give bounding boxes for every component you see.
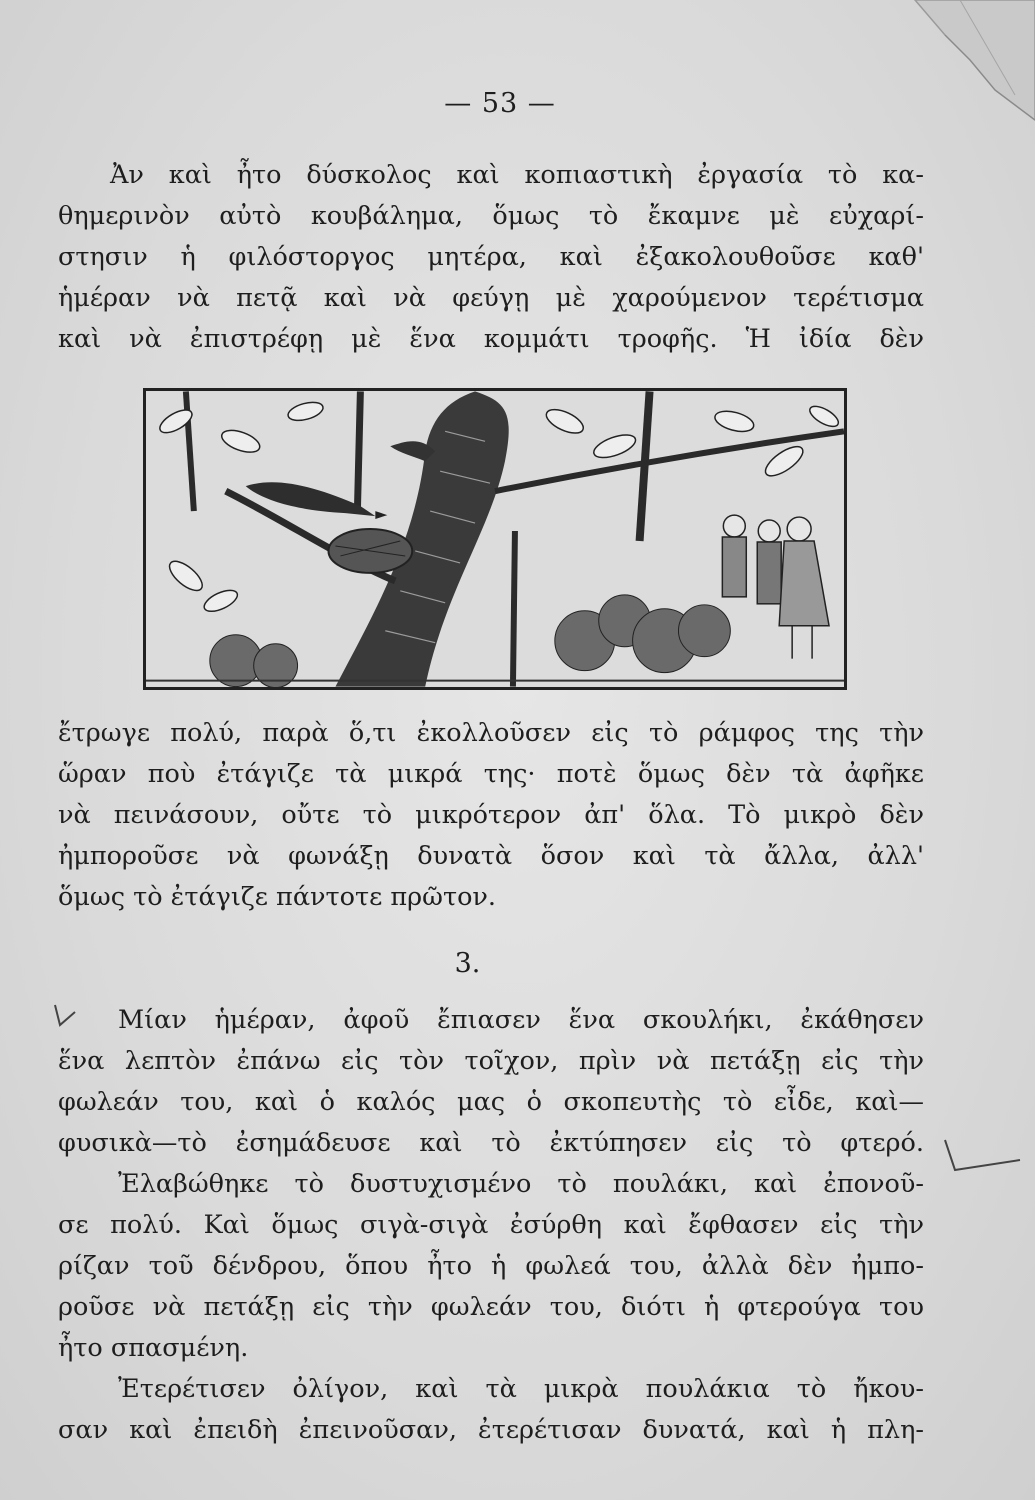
text-line: φωλεάν του, καὶ ὁ καλός μας ὁ σκοπευτὴς τὸ εἶδε, καὶ—	[58, 1087, 924, 1117]
pencil-check-mark-icon	[50, 1000, 80, 1030]
paragraph-1	[58, 155, 924, 360]
text-line: σαν καὶ ἐπειδὴ ἐπεινοῦσαν, ἐτερέτισαν δυνατά, καὶ ἡ πλη-	[58, 1415, 924, 1445]
text-line: ἔτρωγε πολύ, παρὰ ὅ,τι ἐκολλοῦσεν εἰς τὸ ράμφος της τὴν	[58, 718, 924, 748]
section-number: 3.	[454, 948, 481, 979]
engraving-illustration	[143, 388, 847, 690]
text-line: φυσικὰ—τὸ ἐσημάδευσε καὶ τὸ ἐκτύπησεν εἰς τὸ φτερό.	[58, 1128, 924, 1158]
text-line: σε πολύ. Καὶ ὅμως σιγὰ-σιγὰ ἐσύρθη καὶ ἔφθασεν εἰς τὴν	[58, 1210, 924, 1240]
text-line: ἦτο σπασμένη.	[58, 1333, 249, 1363]
text-line: ἕνα λεπτὸν ἐπάνω εἰς τὸν τοῖχον, πρὶν νὰ πετάξῃ εἰς τὴν	[58, 1046, 924, 1076]
text-line: στησιν ἡ φιλόστοργος μητέρα, καὶ ἐξακολουθοῦσε καθ'	[58, 242, 924, 272]
paragraph-2	[58, 713, 924, 918]
page-number: — 53 —	[444, 88, 556, 119]
torn-corner	[875, 0, 1035, 140]
text-line: ροῦσε νὰ πετάξῃ εἰς τὴν φωλεάν του, διότι ἡ φτερούγα του	[58, 1292, 924, 1322]
paragraph-5	[58, 1369, 924, 1451]
text-line: Ἐτερέτισεν ὀλίγον, καὶ τὰ μικρὰ πουλάκια τὸ ἤκου-	[118, 1374, 924, 1404]
pencil-margin-mark-icon	[935, 1130, 1025, 1180]
text-line: ἡμέραν νὰ πετᾷ καὶ νὰ φεύγῃ μὲ χαρούμενον τερέτισμα	[58, 283, 924, 313]
text-line: νὰ πεινάσουν, οὔτε τὸ μικρότερον ἀπ' ὅλα. Τὸ μικρὸ δὲν	[58, 800, 924, 830]
paragraph-3	[58, 1000, 924, 1164]
text-line: Ἐλαβώθηκε τὸ δυστυχισμένο τὸ πουλάκι, καὶ ἐπονοῦ-	[118, 1169, 924, 1199]
text-line: ὅμως τὸ ἐτάγιζε πάντοτε πρῶτον.	[58, 882, 497, 912]
text-line: ἠμποροῦσε νὰ φωνάξῃ δυνατὰ ὅσον καὶ τὰ ἄλλα, ἀλλ'	[58, 841, 924, 871]
tree-birds-children-drawing	[146, 391, 844, 687]
text-line: Μίαν ἡμέραν, ἀφοῦ ἔπιασεν ἕνα σκουλήκι, ἐκάθησεν	[118, 1005, 924, 1035]
text-line: καὶ νὰ ἐπιστρέφῃ μὲ ἕνα κομμάτι τροφῆς. Ἡ ἰδία δὲν	[58, 324, 924, 354]
text-line: θημερινὸν αὐτὸ κουβάλημα, ὅμως τὸ ἔκαμνε μὲ εὐχαρί-	[58, 201, 924, 231]
paragraph-4	[58, 1164, 924, 1369]
text-line: ρίζαν τοῦ δένδρου, ὅπου ἦτο ἡ φωλεά του, ἀλλὰ δὲν ἠμπο-	[58, 1251, 924, 1281]
text-line: ὥραν ποὺ ἐτάγιζε τὰ μικρά της· ποτὲ ὅμως δὲν τὰ ἀφῆκε	[58, 759, 924, 789]
text-line: Ἀν καὶ ἦτο δύσκολος καὶ κοπιαστικὴ ἐργασία τὸ κα-	[110, 160, 924, 190]
